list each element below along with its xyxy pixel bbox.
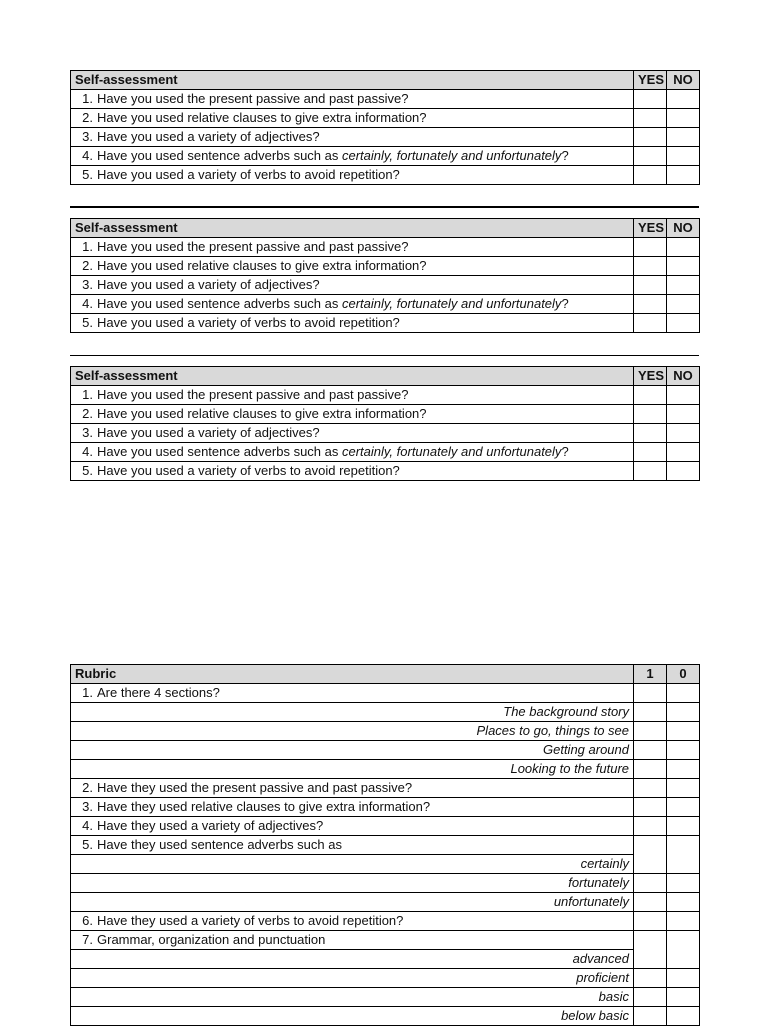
score-1-checkbox-cell[interactable] xyxy=(634,779,667,798)
score-0-checkbox-cell[interactable] xyxy=(667,1007,700,1026)
score-1-checkbox-cell[interactable] xyxy=(634,969,667,988)
question-number: 5. xyxy=(82,462,93,478)
self-assessment-table-1 xyxy=(70,70,700,185)
sub-criterion: proficient xyxy=(71,969,634,988)
self-assessment-title: Self-assessment xyxy=(71,219,634,238)
sub-criterion: below basic xyxy=(71,1007,634,1026)
sub-criterion: advanced xyxy=(71,950,634,969)
question-text-end: ? xyxy=(561,295,569,311)
question-number: 6. xyxy=(82,912,93,928)
score-1-checkbox-cell[interactable] xyxy=(634,741,667,760)
question-number: 5. xyxy=(82,314,93,330)
table-row xyxy=(71,166,700,185)
question-text: Have they used relative clauses to give extra information? xyxy=(97,798,431,814)
yes-checkbox-cell[interactable] xyxy=(634,166,667,185)
question-cell xyxy=(71,166,634,185)
question-number: 5. xyxy=(82,836,93,852)
sub-criterion: basic xyxy=(71,988,634,1007)
table-row xyxy=(71,684,700,703)
no-column-header: NO xyxy=(667,71,700,90)
table-row xyxy=(71,969,700,988)
question-text: Have they used a variety of verbs to avoid repetition? xyxy=(97,912,404,928)
table-row xyxy=(71,295,700,314)
table-row xyxy=(71,760,700,779)
yes-checkbox-cell[interactable] xyxy=(634,443,667,462)
question-text: Have you used the present passive and past passive? xyxy=(97,238,409,254)
table-row xyxy=(71,276,700,295)
question-cell xyxy=(71,405,634,424)
table-row xyxy=(71,462,700,481)
question-text: Have you used the present passive and past passive? xyxy=(97,90,409,106)
question-number: 4. xyxy=(82,817,93,833)
table-row xyxy=(71,147,700,166)
yes-checkbox-cell[interactable] xyxy=(634,257,667,276)
table-row xyxy=(71,405,700,424)
table-row xyxy=(71,931,700,950)
question-cell xyxy=(71,424,634,443)
no-checkbox-cell[interactable] xyxy=(667,238,700,257)
no-checkbox-cell[interactable] xyxy=(667,314,700,333)
question-text: Grammar, organization and punctuation xyxy=(97,931,326,947)
rubric-table xyxy=(70,664,700,1026)
no-checkbox-cell[interactable] xyxy=(667,128,700,147)
question-cell xyxy=(71,817,634,836)
score-0-checkbox-cell[interactable] xyxy=(667,931,700,969)
yes-checkbox-cell[interactable] xyxy=(634,90,667,109)
sub-criterion: unfortunately xyxy=(71,893,634,912)
question-cell xyxy=(71,912,634,931)
question-text: Have they used the present passive and past passive? xyxy=(97,779,413,795)
score-0-column-header: 0 xyxy=(667,665,700,684)
question-number: 4. xyxy=(82,443,93,459)
score-1-checkbox-cell[interactable] xyxy=(634,836,667,874)
question-text: Have you used a variety of verbs to avoid repetition? xyxy=(97,462,400,478)
question-number: 1. xyxy=(82,238,93,254)
question-text: Have you used a variety of verbs to avoid repetition? xyxy=(97,166,400,182)
table-row xyxy=(71,798,700,817)
yes-checkbox-cell[interactable] xyxy=(634,462,667,481)
score-0-checkbox-cell[interactable] xyxy=(667,703,700,722)
question-cell xyxy=(71,257,634,276)
table-row xyxy=(71,257,700,276)
score-1-column-header: 1 xyxy=(634,665,667,684)
score-1-checkbox-cell[interactable] xyxy=(634,760,667,779)
question-cell xyxy=(71,443,634,462)
yes-checkbox-cell[interactable] xyxy=(634,424,667,443)
question-cell xyxy=(71,836,634,855)
table-row xyxy=(71,874,700,893)
question-cell xyxy=(71,109,634,128)
self-assessment-table-3 xyxy=(70,366,700,481)
sub-criterion: Looking to the future xyxy=(71,760,634,779)
question-cell xyxy=(71,386,634,405)
score-0-checkbox-cell[interactable] xyxy=(667,836,700,874)
self-assessment-title: Self-assessment xyxy=(71,367,634,386)
question-cell xyxy=(71,128,634,147)
score-0-checkbox-cell[interactable] xyxy=(667,760,700,779)
question-text: Have you used relative clauses to give extra information? xyxy=(97,405,427,421)
no-checkbox-cell[interactable] xyxy=(667,109,700,128)
sub-criterion: fortunately xyxy=(71,874,634,893)
score-0-checkbox-cell[interactable] xyxy=(667,988,700,1007)
self-assessment-header-row xyxy=(71,71,700,90)
table-row xyxy=(71,722,700,741)
no-checkbox-cell[interactable] xyxy=(667,424,700,443)
yes-column-header: YES xyxy=(634,367,667,386)
question-text: Have you used a variety of adjectives? xyxy=(97,424,320,440)
question-cell xyxy=(71,238,634,257)
score-0-checkbox-cell[interactable] xyxy=(667,893,700,912)
question-cell xyxy=(71,931,634,950)
question-number: 3. xyxy=(82,276,93,292)
question-text: Have you used a variety of verbs to avoid repetition? xyxy=(97,314,400,330)
table-row xyxy=(71,443,700,462)
yes-checkbox-cell[interactable] xyxy=(634,128,667,147)
sub-criterion: Places to go, things to see xyxy=(71,722,634,741)
table-row xyxy=(71,912,700,931)
question-text: Have you used relative clauses to give extra information? xyxy=(97,109,427,125)
no-checkbox-cell[interactable] xyxy=(667,386,700,405)
rubric-header-row xyxy=(71,665,700,684)
score-1-checkbox-cell[interactable] xyxy=(634,988,667,1007)
sub-criterion: certainly xyxy=(71,855,634,874)
divider-line xyxy=(70,355,699,356)
yes-checkbox-cell[interactable] xyxy=(634,238,667,257)
score-1-checkbox-cell[interactable] xyxy=(634,798,667,817)
no-column-header: NO xyxy=(667,219,700,238)
table-row xyxy=(71,950,700,969)
score-1-checkbox-cell[interactable] xyxy=(634,931,667,969)
question-number: 1. xyxy=(82,90,93,106)
question-text: Have they used a variety of adjectives? xyxy=(97,817,324,833)
question-cell xyxy=(71,90,634,109)
table-row xyxy=(71,893,700,912)
question-text: Have you used a variety of adjectives? xyxy=(97,128,320,144)
question-number: 1. xyxy=(82,684,93,700)
question-cell xyxy=(71,684,634,703)
yes-checkbox-cell[interactable] xyxy=(634,405,667,424)
no-checkbox-cell[interactable] xyxy=(667,90,700,109)
question-number: 3. xyxy=(82,128,93,144)
no-checkbox-cell[interactable] xyxy=(667,257,700,276)
table-row xyxy=(71,90,700,109)
divider-line xyxy=(70,206,699,208)
score-0-checkbox-cell[interactable] xyxy=(667,779,700,798)
question-number: 5. xyxy=(82,166,93,182)
sub-criterion: Getting around xyxy=(71,741,634,760)
question-text-end: ? xyxy=(561,147,569,163)
sub-criterion: The background story xyxy=(71,703,634,722)
score-0-checkbox-cell[interactable] xyxy=(667,798,700,817)
no-checkbox-cell[interactable] xyxy=(667,147,700,166)
table-row xyxy=(71,988,700,1007)
question-text-italic: certainly, fortunately and unfortunately xyxy=(341,443,562,459)
table-row xyxy=(71,128,700,147)
yes-checkbox-cell[interactable] xyxy=(634,314,667,333)
score-0-checkbox-cell[interactable] xyxy=(667,741,700,760)
question-cell xyxy=(71,276,634,295)
self-assessment-header-row xyxy=(71,219,700,238)
score-cell xyxy=(634,684,667,703)
table-row xyxy=(71,855,700,874)
question-text: Have you used sentence adverbs such as xyxy=(97,443,342,459)
table-row xyxy=(71,817,700,836)
question-text: Have they used sentence adverbs such as xyxy=(97,836,342,852)
self-assessment-table-2 xyxy=(70,218,700,333)
question-number: 2. xyxy=(82,257,93,273)
question-text-italic: certainly, fortunately and unfortunately xyxy=(341,147,562,163)
score-0-checkbox-cell[interactable] xyxy=(667,817,700,836)
no-checkbox-cell[interactable] xyxy=(667,462,700,481)
question-number: 2. xyxy=(82,779,93,795)
no-checkbox-cell[interactable] xyxy=(667,276,700,295)
question-text-italic: certainly, fortunately and unfortunately xyxy=(341,295,562,311)
score-0-checkbox-cell[interactable] xyxy=(667,722,700,741)
question-text: Have you used the present passive and past passive? xyxy=(97,386,409,402)
no-checkbox-cell[interactable] xyxy=(667,443,700,462)
table-row xyxy=(71,238,700,257)
question-cell xyxy=(71,295,634,314)
table-row xyxy=(71,836,700,855)
score-cell xyxy=(667,684,700,703)
table-row xyxy=(71,703,700,722)
question-number: 3. xyxy=(82,798,93,814)
table-row xyxy=(71,109,700,128)
yes-checkbox-cell[interactable] xyxy=(634,147,667,166)
no-checkbox-cell[interactable] xyxy=(667,405,700,424)
yes-checkbox-cell[interactable] xyxy=(634,276,667,295)
score-1-checkbox-cell[interactable] xyxy=(634,1007,667,1026)
score-1-checkbox-cell[interactable] xyxy=(634,703,667,722)
no-checkbox-cell[interactable] xyxy=(667,295,700,314)
question-cell xyxy=(71,462,634,481)
yes-checkbox-cell[interactable] xyxy=(634,295,667,314)
question-text: Have you used sentence adverbs such as xyxy=(97,295,342,311)
score-0-checkbox-cell[interactable] xyxy=(667,969,700,988)
question-cell xyxy=(71,314,634,333)
table-row xyxy=(71,386,700,405)
question-text: Are there 4 sections? xyxy=(97,684,220,700)
question-number: 7. xyxy=(82,931,93,947)
rubric-title: Rubric xyxy=(71,665,634,684)
question-text: Have you used a variety of adjectives? xyxy=(97,276,320,292)
yes-checkbox-cell[interactable] xyxy=(634,109,667,128)
yes-column-header: YES xyxy=(634,219,667,238)
question-number: 2. xyxy=(82,109,93,125)
question-number: 1. xyxy=(82,386,93,402)
yes-checkbox-cell[interactable] xyxy=(634,386,667,405)
score-1-checkbox-cell[interactable] xyxy=(634,722,667,741)
table-row xyxy=(71,741,700,760)
score-1-checkbox-cell[interactable] xyxy=(634,817,667,836)
question-number: 2. xyxy=(82,405,93,421)
question-text-end: ? xyxy=(561,443,569,459)
yes-column-header: YES xyxy=(634,71,667,90)
self-assessment-header-row xyxy=(71,367,700,386)
self-assessment-title: Self-assessment xyxy=(71,71,634,90)
score-0-checkbox-cell[interactable] xyxy=(667,912,700,931)
no-checkbox-cell[interactable] xyxy=(667,166,700,185)
table-row xyxy=(71,779,700,798)
question-text: Have you used sentence adverbs such as xyxy=(97,147,342,163)
question-cell xyxy=(71,779,634,798)
score-1-checkbox-cell[interactable] xyxy=(634,874,667,893)
score-1-checkbox-cell[interactable] xyxy=(634,893,667,912)
question-text: Have you used relative clauses to give extra information? xyxy=(97,257,427,273)
no-column-header: NO xyxy=(667,367,700,386)
score-1-checkbox-cell[interactable] xyxy=(634,912,667,931)
score-0-checkbox-cell[interactable] xyxy=(667,874,700,893)
question-cell xyxy=(71,147,634,166)
table-row xyxy=(71,1007,700,1026)
table-row xyxy=(71,424,700,443)
question-number: 3. xyxy=(82,424,93,440)
question-number: 4. xyxy=(82,295,93,311)
question-number: 4. xyxy=(82,147,93,163)
table-row xyxy=(71,314,700,333)
question-cell xyxy=(71,798,634,817)
